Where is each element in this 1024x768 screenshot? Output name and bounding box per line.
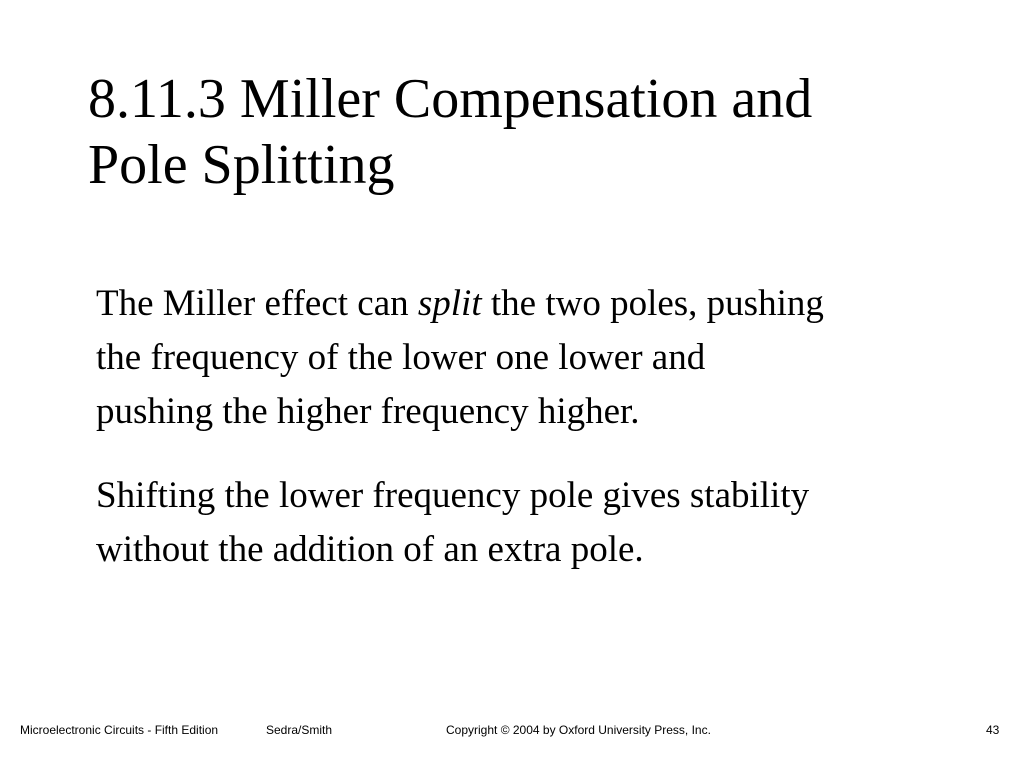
paragraph-1-text-b: the two poles, pushing bbox=[481, 283, 824, 324]
paragraph-2-line-2: without the addition of an extra pole. bbox=[96, 529, 644, 570]
paragraph-1-text-a: The Miller effect can bbox=[96, 283, 418, 324]
footer-authors: Sedra/Smith bbox=[266, 723, 333, 737]
slide-title bbox=[88, 66, 988, 198]
footer-page-number: 43 bbox=[986, 723, 1000, 737]
footer-book-title: Microelectronic Circuits - Fifth Edition bbox=[20, 723, 219, 737]
paragraph-1-line-2: the frequency of the lower one lower and bbox=[96, 337, 706, 378]
slide-title-line2: Pole Splitting bbox=[88, 134, 395, 196]
paragraph-1-emphasis: split bbox=[417, 283, 482, 324]
paragraph-2-line-1: Shifting the lower frequency pole gives stability bbox=[96, 475, 810, 516]
slide-title-line1: 8.11.3 Miller Compensation and bbox=[88, 68, 813, 130]
slide-body bbox=[96, 277, 1006, 577]
footer-copyright: Copyright © 2004 by Oxford University Press, Inc. bbox=[446, 723, 711, 737]
paragraph-1-line-1 bbox=[96, 277, 1006, 331]
paragraph-1-line-3: pushing the higher frequency higher. bbox=[96, 391, 640, 432]
